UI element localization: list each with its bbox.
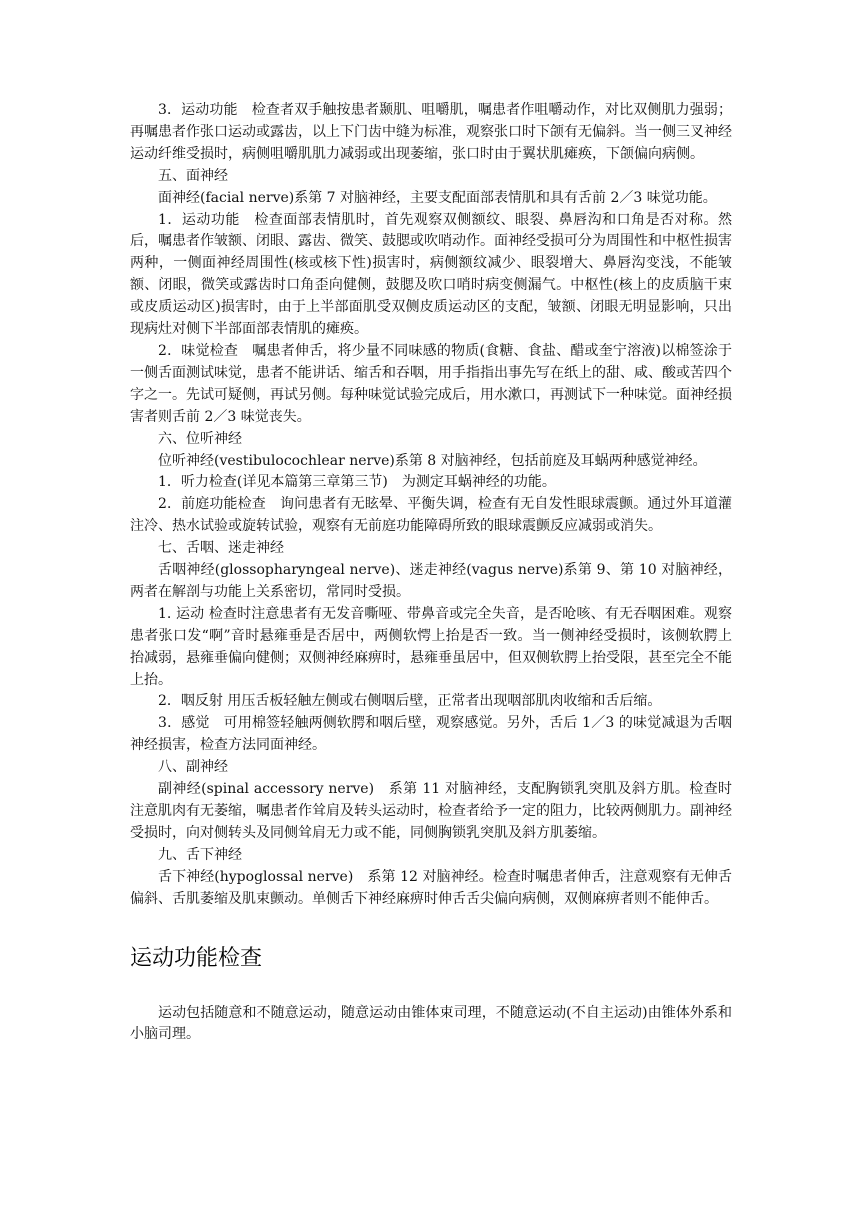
paragraph: 2．咽反射 用压舌板轻触左侧或右侧咽后壁，正常者出现咽部肌肉收缩和舌后缩。	[158, 693, 662, 710]
paragraph: 舌咽神经(glossopharyngeal nerve)、迷走神经(vagus nerve)系第 9、第 10 对脑神经，两者在解剖与功能上关系密切，常同时受损。	[130, 562, 732, 600]
paragraph: 副神经(spinal accessory nerve) 系第 11 对脑神经，支配胸锁乳突肌及斜方肌。检查时注意肌肉有无萎缩，嘱患者作耸肩及转头运动时，检查者给予一定的阻力，比较两侧肌力。副神经受损时，向对侧转头及同侧耸肩无力或不能，同侧胸锁乳突肌及斜方肌萎缩。	[130, 781, 732, 841]
paragraph: 运动包括随意和不随意运动，随意运动由锥体束司理，不随意运动(不自主运动)由锥体外系和小脑司理。	[130, 1004, 732, 1043]
paragraph: 1. 运动 检查时注意患者有无发音嘶哑、带鼻音或完全失音，是否呛咳、有无吞咽困难。观察患者张口发“啊”音时悬雍垂是否居中，两侧软愕上抬是否一致。当一侧神经受损时，该侧软腭上抬减弱，悬雍垂偏向健侧；双侧神经麻痹时，悬雍垂虽居中，但双侧软腭上抬受限，甚至完全不能上抬。	[130, 605, 732, 688]
paragraph: 面神经(facial nerve)系第 7 对脑神经，主要支配面部表情肌和具有舌前 2／3 味觉功能。	[158, 189, 717, 206]
subsection-heading: 五、面神经	[158, 167, 228, 184]
paragraph: 1．听力检查(详见本篇第三章第三节) 为测定耳蜗神经的功能。	[158, 474, 556, 491]
section-heading: 运动功能检查	[130, 945, 263, 971]
subsection-heading: 六、位听神经	[158, 430, 242, 447]
subsection-heading: 七、舌咽、迷走神经	[158, 540, 284, 557]
paragraph: 舌下神经(hypoglossal nerve) 系第 12 对脑神经。检查时嘱患者伸舌，注意观察有无伸舌偏斜、舌肌萎缩及肌束颤动。单侧舌下神经麻痹时伸舌舌尖偏向病侧，双侧麻痹者则不能伸舌。	[130, 868, 732, 907]
paragraph: 3．运动功能 检查者双手触按患者颞肌、咀嚼肌，嘱患者作咀嚼动作，对比双侧肌力强弱；再嘱患者作张口运动或露齿，以上下门齿中缝为标准，观察张口时下颌有无偏斜。当一侧三叉神经运动纤维受损时，病侧咀嚼肌肌力减弱或出现萎缩，张口时由于翼状肌瘫痪，下颌偏向病侧。	[130, 102, 732, 162]
subsection-heading: 九、舌下神经	[158, 846, 242, 863]
paragraph: 2．前庭功能检查 询问患者有无眩晕、平衡失调，检查有无自发性眼球震颤。通过外耳道灌注冷、热水试验或旋转试验，观察有无前庭功能障碍所致的眼球震颤反应减弱或消失。	[130, 496, 732, 535]
document-body	[130, 100, 732, 1046]
paragraph: 位听神经(vestibulocochlear nerve)系第 8 对脑神经，包括前庭及耳蜗两种感觉神经。	[158, 452, 707, 469]
paragraph: 1．运动功能 检查面部表情肌时，首先观察双侧额纹、眼裂、鼻唇沟和口角是否对称。然后，嘱患者作皱额、闭眼、露齿、微笑、鼓腮或吹哨动作。面神经受损可分为周围性和中枢性损害两种，一侧面神经周围性(核或核下性)损害时，病侧额纹减少、眼裂增大、鼻唇沟变浅，不能皱额、闭眼，微笑或露齿时口角歪向健侧，鼓腮及吹口哨时病变侧漏气。中枢性(核上的皮质脑干束或皮质运动区)损害时，由于上半部面肌受双侧皮质运动区的支配，皱额、闭眼无明显影响，只出现病灶对侧下半部面部表情肌的瘫痪。	[130, 211, 732, 338]
paragraph: 3．感觉 可用棉签轻触两侧软腭和咽后壁，观察感觉。另外，舌后 1／3 的味觉减退为舌咽神经损害，检查方法同面神经。	[130, 715, 732, 754]
subsection-heading: 八、副神经	[158, 759, 228, 776]
paragraph: 2．味觉检查 嘱患者伸舌，将少量不同味感的物质(食糖、食盐、醋或奎宁溶液)以棉签涂于一侧舌面测试味觉，患者不能讲话、缩舌和吞咽，用手指指出事先写在纸上的甜、咸、酸或苦四个字之一。先试可疑侧，再试另侧。每种味觉试验完成后，用水漱口，再测试下一种味觉。面神经损害者则舌前 2／3 味觉丧失。	[130, 342, 732, 425]
